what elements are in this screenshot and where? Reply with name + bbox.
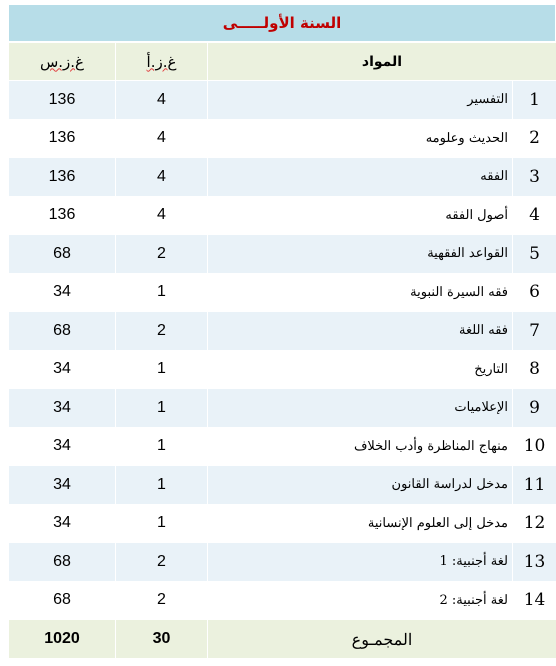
row-index: 11: [513, 466, 556, 505]
header-weekly-hours: غ.ز.أ: [116, 43, 208, 81]
row-total-hours: 68: [9, 312, 116, 351]
row-index: 7: [513, 312, 556, 351]
row-weekly-hours: 1: [116, 350, 208, 389]
row-subject: القواعد الفقهية: [208, 235, 513, 274]
row-subject: مدخل لدراسة القانون: [208, 466, 513, 505]
row-subject: لغة أجنبية: 1: [208, 543, 513, 582]
row-total-hours: 136: [9, 196, 116, 235]
total-row: [9, 620, 556, 659]
row-total-hours: 68: [9, 581, 116, 620]
row-weekly-hours: 1: [116, 427, 208, 466]
row-subject: فقه السيرة النبوية: [208, 273, 513, 312]
total-hours-sum: 1020: [9, 620, 116, 659]
row-total-hours: 68: [9, 543, 116, 582]
row-index: 2: [513, 119, 556, 158]
row-total-hours: 34: [9, 350, 116, 389]
curriculum-table: [8, 42, 556, 659]
row-total-hours: 136: [9, 158, 116, 197]
row-subject: أصول الفقه: [208, 196, 513, 235]
row-total-hours: 136: [9, 81, 116, 120]
row-weekly-hours: 4: [116, 81, 208, 120]
row-subject: الحديث وعلومه: [208, 119, 513, 158]
row-total-hours: 136: [9, 119, 116, 158]
table-row: [9, 543, 556, 582]
row-index: 3: [513, 158, 556, 197]
table-row: [9, 196, 556, 235]
row-index: 8: [513, 350, 556, 389]
row-index: 6: [513, 273, 556, 312]
row-weekly-hours: 1: [116, 273, 208, 312]
table-row: [9, 273, 556, 312]
row-total-hours: 34: [9, 273, 116, 312]
curriculum-table-container: [8, 4, 556, 659]
row-index: 1: [513, 81, 556, 120]
row-subject: التفسير: [208, 81, 513, 120]
table-row: [9, 312, 556, 351]
total-label: المجمـوع: [208, 620, 556, 659]
table-row: [9, 581, 556, 620]
table-row: [9, 427, 556, 466]
row-subject: التاريخ: [208, 350, 513, 389]
header-total-hours: غ.ز.س: [9, 43, 116, 81]
header-row: [9, 43, 556, 81]
table-row: [9, 81, 556, 120]
row-weekly-hours: 1: [116, 389, 208, 428]
table-row: [9, 504, 556, 543]
table-row: [9, 466, 556, 505]
row-index: 9: [513, 389, 556, 428]
table-title: السنة الأولـــــى: [8, 4, 556, 42]
row-weekly-hours: 4: [116, 196, 208, 235]
row-total-hours: 68: [9, 235, 116, 274]
row-weekly-hours: 2: [116, 312, 208, 351]
row-total-hours: 34: [9, 466, 116, 505]
row-index: 12: [513, 504, 556, 543]
row-subject: فقه اللغة: [208, 312, 513, 351]
row-subject: الإعلاميات: [208, 389, 513, 428]
row-subject: مدخل إلى العلوم الإنسانية: [208, 504, 513, 543]
row-weekly-hours: 4: [116, 119, 208, 158]
table-row: [9, 158, 556, 197]
row-index: 13: [513, 543, 556, 582]
row-weekly-hours: 1: [116, 504, 208, 543]
table-row: [9, 235, 556, 274]
row-weekly-hours: 2: [116, 235, 208, 274]
row-index: 4: [513, 196, 556, 235]
row-index: 14: [513, 581, 556, 620]
row-weekly-hours: 2: [116, 581, 208, 620]
table-row: [9, 119, 556, 158]
row-subject: منهاج المناظرة وأدب الخلاف: [208, 427, 513, 466]
table-row: [9, 389, 556, 428]
row-weekly-hours: 2: [116, 543, 208, 582]
row-total-hours: 34: [9, 389, 116, 428]
total-weekly-sum: 30: [116, 620, 208, 659]
row-index: 10: [513, 427, 556, 466]
row-index: 5: [513, 235, 556, 274]
row-subject: لغة أجنبية: 2: [208, 581, 513, 620]
row-weekly-hours: 1: [116, 466, 208, 505]
row-subject: الفقه: [208, 158, 513, 197]
row-total-hours: 34: [9, 504, 116, 543]
row-weekly-hours: 4: [116, 158, 208, 197]
table-row: [9, 350, 556, 389]
header-subjects: المواد: [208, 43, 556, 81]
row-total-hours: 34: [9, 427, 116, 466]
